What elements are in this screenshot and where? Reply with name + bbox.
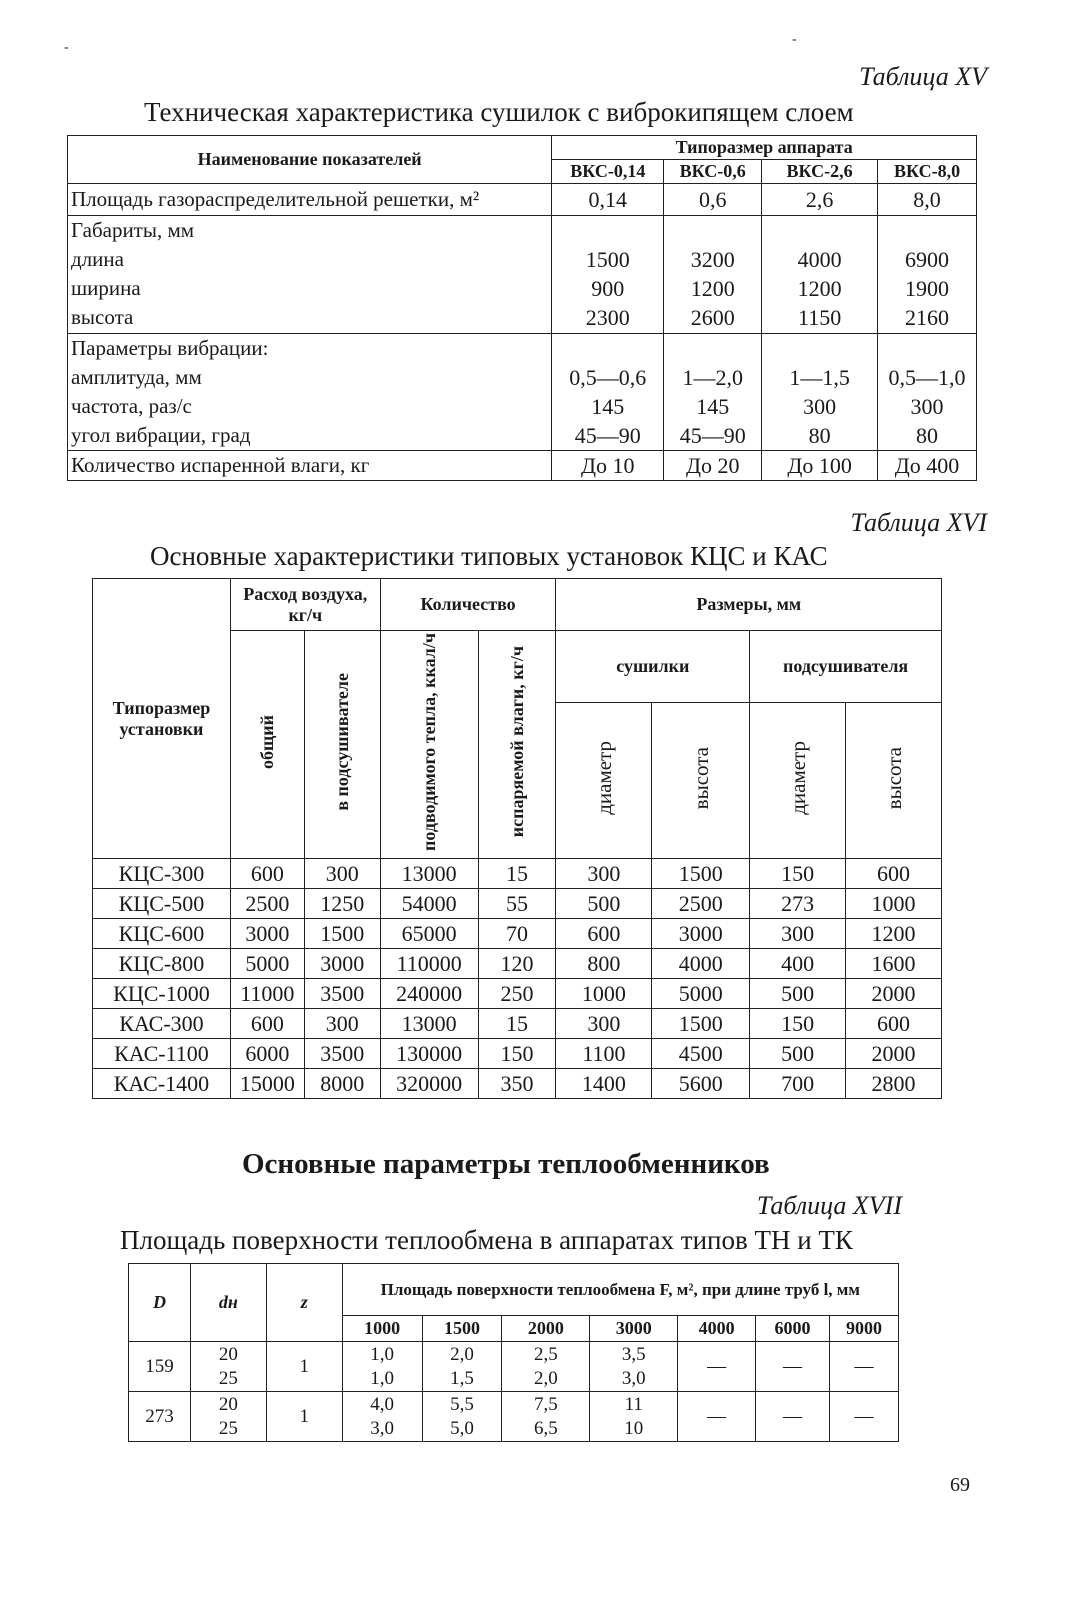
t17-D: 273 [129,1392,191,1442]
t16-cell: 13000 [380,859,478,889]
t17-cell: 2,0 1,5 [422,1342,502,1392]
table-row [93,1009,942,1039]
table-row [93,979,942,1009]
t17-cell: 7,5 6,5 [502,1392,590,1442]
t15-col: 3200 1200 2600 [664,216,762,334]
t16-type-cell: КЦС-300 [93,859,231,889]
t17-dash: — [678,1342,756,1392]
t16-cell: 4500 [652,1039,750,1069]
t15-row-name: амплитуда, мм [71,365,202,389]
t16-cell: 54000 [380,889,478,919]
t16-head-predryer: подсушивателя [750,631,942,703]
t17-dash: — [829,1392,898,1442]
t16-cell: 1000 [846,889,942,919]
t16-cell: 3500 [304,1039,380,1069]
t16-head-total: общий [230,631,304,859]
t17-cell: 1,0 1,0 [342,1342,422,1392]
t16-cell: 13000 [380,1009,478,1039]
t16-cell: 1250 [304,889,380,919]
t16-head-pre: в подсушивателе [304,631,380,859]
t15-col: 1—2,0 145 45—90 [664,334,762,451]
t16-type-cell: КАС-1400 [93,1069,231,1099]
t16-cell: 500 [750,979,846,1009]
t16-cell: 300 [304,1009,380,1039]
t17-length: 1000 [342,1316,422,1342]
t15-cell: До 400 [878,451,977,481]
t16-cell: 1100 [556,1039,652,1069]
t16-cell: 3000 [230,919,304,949]
t15-col: 1—1,5 300 80 [762,334,878,451]
t17-cell: 4,0 3,0 [342,1392,422,1442]
t16-cell: 1400 [556,1069,652,1099]
t17-cell: 11 10 [590,1392,678,1442]
t15-col: 0,5—0,6 145 45—90 [552,334,664,451]
t15-cell: 8,0 [878,184,977,216]
t17-length: 4000 [678,1316,756,1342]
t16-cell: 2500 [652,889,750,919]
t15-head-name: Наименование показателей [68,136,552,184]
t16-cell: 70 [478,919,556,949]
section-title: Основные параметры теплообменников [242,1148,770,1180]
table-17-caption: Площадь поверхности теплообмена в аппаратах типов ТН и ТК [120,1225,853,1255]
t17-length: 9000 [829,1316,898,1342]
t16-type-cell: КАС-1100 [93,1039,231,1069]
table-17-label: Таблица XVII [756,1191,902,1220]
t16-cell: 600 [230,859,304,889]
t16-cell: 1500 [652,859,750,889]
scan-mark-left: - [64,40,69,55]
t16-cell: 8000 [304,1069,380,1099]
t16-cell: 5600 [652,1069,750,1099]
t16-cell: 600 [230,1009,304,1039]
t16-cell: 273 [750,889,846,919]
t16-cell: 1600 [846,949,942,979]
t15-cell: 0,14 [552,184,664,216]
table-row [129,1342,899,1392]
t16-cell: 600 [846,1009,942,1039]
t16-cell: 150 [478,1039,556,1069]
t16-cell: 2000 [846,979,942,1009]
t16-cell: 150 [750,1009,846,1039]
t16-head-d2: диаметр [750,703,846,859]
t17-cell: 5,5 5,0 [422,1392,502,1442]
t16-type-cell: КЦС-500 [93,889,231,919]
t15-dims-names [68,216,552,334]
t15-cell: До 10 [552,451,664,481]
t17-z: 1 [266,1392,342,1442]
t16-cell: 500 [556,889,652,919]
t17-head-dn: dн [190,1264,266,1342]
table-16-caption: Основные характеристики типовых установок КЦС и КАС [150,541,828,571]
t16-type-cell: КЦС-600 [93,919,231,949]
t15-cell: До 20 [664,451,762,481]
t16-cell: 2800 [846,1069,942,1099]
t16-cell: 320000 [380,1069,478,1099]
t15-model: ВКС-2,6 [762,160,878,184]
t16-head-heat: подводимого тепла, ккал/ч [380,631,478,859]
table-17 [128,1263,899,1442]
table-row [93,859,942,889]
t16-head-dryer: сушилки [556,631,750,703]
t16-cell: 5000 [652,979,750,1009]
t16-cell: 130000 [380,1039,478,1069]
t17-head-D: D [129,1264,191,1342]
t16-cell: 350 [478,1069,556,1099]
t15-cell: 2,6 [762,184,878,216]
t16-cell: 700 [750,1069,846,1099]
table-row [93,1039,942,1069]
t15-moist-label: Количество испаренной влаги, кг [68,451,552,481]
t15-row-name: высота [71,305,134,329]
t16-cell: 1500 [652,1009,750,1039]
t15-col: 1500 900 2300 [552,216,664,334]
t16-cell: 3500 [304,979,380,1009]
t15-col: 4000 1200 1150 [762,216,878,334]
scan-mark-right: - [792,32,797,47]
t15-model: ВКС-8,0 [878,160,977,184]
t15-row-name: длина [71,247,124,271]
t15-row-name: угол вибрации, град [71,423,251,447]
t16-cell: 1000 [556,979,652,1009]
t15-row-name: ширина [71,276,141,300]
t16-cell: 15000 [230,1069,304,1099]
t16-cell: 2000 [846,1039,942,1069]
t16-cell: 15 [478,1009,556,1039]
table-row [93,949,942,979]
t16-cell: 240000 [380,979,478,1009]
t17-dash: — [756,1392,830,1442]
t16-cell: 2500 [230,889,304,919]
table-row [93,889,942,919]
t16-cell: 250 [478,979,556,1009]
t16-head-h1: высота [652,703,750,859]
t16-head-type: Типоразмер установки [93,579,231,859]
t16-head-evap: испаряемой влаги, кг/ч [478,631,556,859]
table-row [93,1069,942,1099]
t16-cell: 300 [556,859,652,889]
t16-cell: 11000 [230,979,304,1009]
table-15 [67,135,977,481]
t17-dash: — [829,1342,898,1392]
t16-head-d1: диаметр [556,703,652,859]
table-15-caption: Техническая характеристика сушилок с виброкипящем слоем [144,97,854,127]
t15-grid-label: Площадь газораспределительной решетки, м² [68,184,552,216]
t17-length: 6000 [756,1316,830,1342]
t16-type-cell: КЦС-1000 [93,979,231,1009]
t17-z: 1 [266,1342,342,1392]
t15-vib-names [68,334,552,451]
t16-cell: 800 [556,949,652,979]
t16-type-cell: КЦС-800 [93,949,231,979]
t16-cell: 150 [750,859,846,889]
t16-cell: 300 [304,859,380,889]
t16-cell: 55 [478,889,556,919]
t17-cell: 3,5 3,0 [590,1342,678,1392]
table-16-label: Таблица XVI [850,508,987,537]
t15-vib-title: Параметры вибрации: [71,336,269,360]
t16-cell: 6000 [230,1039,304,1069]
t16-cell: 110000 [380,949,478,979]
t16-cell: 5000 [230,949,304,979]
t16-head-size: Размеры, мм [556,579,942,631]
t16-cell: 300 [556,1009,652,1039]
t16-head-h2: высота [846,703,942,859]
t15-head-group: Типоразмер аппарата [552,136,977,160]
t16-cell: 1500 [304,919,380,949]
t15-row-name: частота, раз/с [71,394,192,418]
t16-cell: 120 [478,949,556,979]
t15-model: ВКС-0,14 [552,160,664,184]
t16-head-qty: Количество [380,579,556,631]
t16-cell: 3000 [304,949,380,979]
table-15-label: Таблица XV [859,62,987,91]
t17-dn: 20 25 [190,1392,266,1442]
t17-head-z: z [266,1264,342,1342]
t17-D: 159 [129,1342,191,1392]
t17-cell: 2,5 2,0 [502,1342,590,1392]
t16-cell: 15 [478,859,556,889]
table-row [129,1392,899,1442]
table-16 [92,578,942,1099]
t15-dims-title: Габариты, мм [71,218,195,242]
t16-cell: 4000 [652,949,750,979]
t17-length: 2000 [502,1316,590,1342]
page-number: 69 [950,1474,970,1496]
t16-cell: 3000 [652,919,750,949]
t17-length: 3000 [590,1316,678,1342]
t17-head-area: Площадь поверхности теплообмена F, м², при длине труб l, мм [342,1264,898,1316]
t16-head-air: Расход воздуха, кг/ч [230,579,380,631]
t16-type-cell: КАС-300 [93,1009,231,1039]
t15-model: ВКС-0,6 [664,160,762,184]
t16-cell: 300 [750,919,846,949]
t16-cell: 65000 [380,919,478,949]
t16-cell: 1200 [846,919,942,949]
t15-col: 6900 1900 2160 [878,216,977,334]
t17-length: 1500 [422,1316,502,1342]
t15-col: 0,5—1,0 300 80 [878,334,977,451]
t16-cell: 600 [846,859,942,889]
t15-cell: До 100 [762,451,878,481]
t17-dash: — [678,1392,756,1442]
t16-cell: 400 [750,949,846,979]
t17-dn: 20 25 [190,1342,266,1392]
t15-cell: 0,6 [664,184,762,216]
t17-dash: — [756,1342,830,1392]
t16-cell: 500 [750,1039,846,1069]
t16-cell: 600 [556,919,652,949]
table-row [93,919,942,949]
